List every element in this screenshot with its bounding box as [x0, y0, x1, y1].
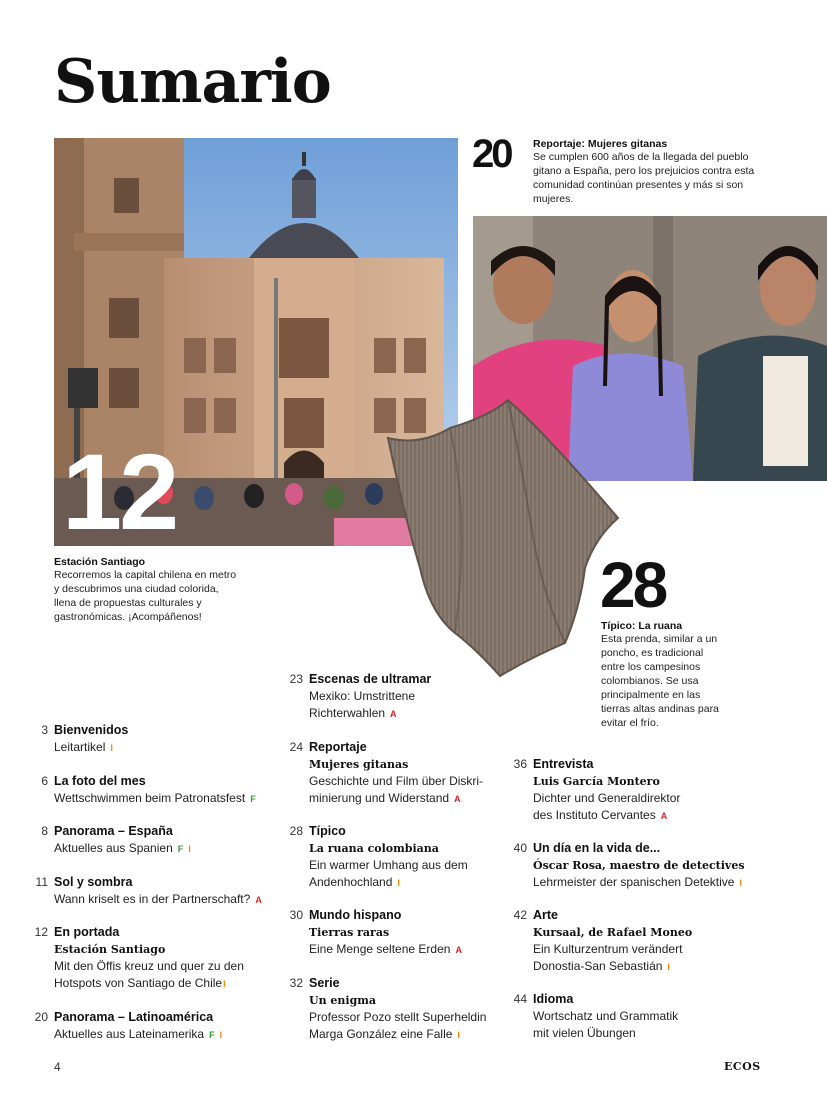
feature-number-santiago: 12	[62, 431, 177, 546]
feature-ruana-line: entre los campesinos	[601, 661, 701, 673]
toc-desc: Geschichte und Film über Diskri-	[309, 774, 484, 788]
level-badge: F	[250, 794, 256, 804]
toc-entry[interactable]	[289, 823, 539, 892]
level-badge: I	[397, 878, 400, 888]
toc-section: Entrevista	[533, 757, 594, 771]
feature-ruana-line: colombianos. Se usa	[601, 675, 699, 687]
level-badge: A	[390, 709, 397, 719]
feature-ruana-line: poncho, es tradicional	[601, 647, 704, 659]
level-badge: I	[219, 1030, 223, 1040]
level-badge: A	[255, 895, 262, 905]
toc-page-number: 12	[34, 925, 48, 939]
toc-section: Panorama – Latinoamérica	[54, 1010, 214, 1024]
level-badge: F	[209, 1030, 215, 1040]
toc-entry[interactable]	[513, 756, 763, 825]
toc-desc: Wortschatz und Grammatik	[533, 1009, 679, 1023]
toc-desc: Wann kriselt es in der Partnerschaft?	[54, 892, 251, 906]
toc-desc: Aktuelles aus Lateinamerika	[54, 1027, 205, 1041]
level-badge: A	[455, 945, 462, 955]
toc-subtitle: La ruana colombiana	[309, 842, 439, 855]
feature-gitanas-line: gitano a España, pero los prejuicios contra esta	[533, 165, 755, 177]
toc-desc: Donostia-San Sebastián	[533, 959, 663, 973]
toc-desc: Ein Kulturzentrum verändert	[533, 942, 683, 956]
feature-ruana-line: tierras altas andinas para	[601, 703, 719, 715]
feature-ruana-caption	[601, 620, 761, 730]
toc-desc: Mexiko: Umstrittene	[309, 689, 416, 703]
feature-santiago-caption	[54, 556, 284, 624]
toc-entry[interactable]	[513, 907, 763, 976]
toc-section: La foto del mes	[54, 774, 146, 788]
toc-page-number: 6	[41, 774, 48, 788]
toc-section: Bienvenidos	[54, 723, 129, 737]
toc-entry[interactable]	[34, 1009, 284, 1044]
feature-santiago-line: y descubrimos una ciudad colorida,	[54, 583, 219, 595]
toc-subtitle: Luis García Montero	[533, 775, 660, 788]
toc-page-number: 11	[35, 875, 48, 889]
toc-page-number: 30	[289, 908, 303, 922]
feature-santiago-line: gastronómicas. ¡Acompáñenos!	[54, 611, 202, 623]
level-badge: I	[223, 979, 226, 989]
toc-page-number: 23	[289, 672, 303, 686]
toc-page-number: 44	[513, 992, 527, 1006]
toc-section: Escenas de ultramar	[309, 672, 432, 686]
feature-gitanas-line: comunidad continúan presentes y más si son	[533, 179, 744, 191]
toc-entry[interactable]	[41, 722, 284, 757]
feature-ruana-line: Esta prenda, similar a un	[601, 633, 718, 645]
toc-section: Arte	[533, 908, 559, 922]
feature-ruana-line: evitar el frío.	[601, 717, 659, 729]
magazine-brand: ECOS	[724, 1060, 761, 1073]
toc-entry[interactable]	[34, 924, 284, 993]
level-badge: A	[454, 794, 461, 804]
page-number: 4	[54, 1060, 61, 1074]
toc-desc: Ein warmer Umhang aus dem	[309, 858, 468, 872]
feature-gitanas-line: Se cumplen 600 años de la llegada del pueblo	[533, 151, 749, 163]
toc-page-number: 36	[513, 757, 527, 771]
toc-page-number: 28	[289, 824, 303, 838]
toc-section: Serie	[309, 976, 340, 990]
toc-page-number: 42	[513, 908, 527, 922]
toc-entry[interactable]	[289, 975, 539, 1044]
toc-section: Mundo hispano	[309, 908, 402, 922]
toc-entry[interactable]	[289, 739, 539, 808]
toc-page-number: 32	[289, 976, 303, 990]
toc-desc: des Instituto Cervantes	[533, 808, 656, 822]
toc-entry[interactable]	[289, 671, 539, 723]
toc-desc: Richterwahlen	[309, 706, 386, 720]
toc-desc: Lehrmeister der spanischen Detektive	[533, 875, 735, 889]
toc-page-number: 40	[513, 841, 527, 855]
feature-gitanas-title: Reportaje: Mujeres gitanas	[533, 138, 668, 150]
toc-section: En portada	[54, 925, 120, 939]
toc-section: Típico	[309, 824, 346, 838]
level-badge: I	[667, 962, 670, 972]
toc-desc: Professor Pozo stellt Superheldin	[309, 1010, 487, 1024]
feature-gitanas-caption	[533, 138, 823, 206]
toc-desc: minierung und Widerstand	[309, 791, 450, 805]
toc-entry[interactable]	[41, 773, 284, 808]
page-title: Sumario	[54, 47, 331, 117]
toc-desc: Andenhochland	[309, 875, 393, 889]
toc-section: Un día en la vida de...	[533, 841, 661, 855]
toc-subtitle: Un enigma	[309, 994, 377, 1007]
feature-number-ruana: 28	[600, 549, 666, 621]
toc-section: Reportaje	[309, 740, 367, 754]
toc-desc: Eine Menge seltene Erden	[309, 942, 451, 956]
toc-subtitle: Estación Santiago	[54, 943, 166, 956]
level-badge: I	[457, 1030, 460, 1040]
level-badge: I	[188, 844, 191, 854]
toc-entry[interactable]	[41, 823, 284, 858]
toc-entry[interactable]	[513, 840, 763, 892]
feature-number-gitanas: 20	[472, 132, 511, 176]
feature-ruana-line: principalmente en las	[601, 689, 701, 701]
toc-desc: Leitartikel	[54, 740, 106, 754]
feature-santiago-title: Estación Santiago	[54, 556, 146, 568]
toc-subtitle: Óscar Rosa, maestro de detectives	[533, 859, 745, 872]
toc-desc: Dichter und Generaldirektor	[533, 791, 681, 805]
level-badge: I	[739, 878, 742, 888]
level-badge: A	[660, 811, 668, 821]
toc-desc: Marga González eine Falle	[309, 1027, 453, 1041]
toc-desc: Wettschwimmen beim Patronatsfest	[54, 791, 246, 805]
ruana-poncho-illustration	[380, 398, 620, 680]
toc-subtitle: Mujeres gitanas	[309, 758, 409, 771]
ruana-photo	[380, 398, 620, 680]
toc-page-number: 24	[289, 740, 303, 754]
toc-desc: Mit den Öffis kreuz und quer zu den	[54, 959, 244, 973]
toc-section: Idioma	[533, 992, 574, 1006]
feature-santiago-line: llena de propuestas culturales y	[54, 597, 202, 609]
toc-subtitle: Tierras raras	[309, 926, 390, 939]
feature-santiago-line: Recorremos la capital chilena en metro	[54, 569, 237, 581]
toc-section: Panorama – España	[54, 824, 173, 838]
level-badge: I	[110, 743, 113, 753]
level-badge: F	[177, 844, 184, 854]
toc-page-number: 20	[34, 1010, 48, 1024]
feature-ruana-title: Típico: La ruana	[601, 620, 683, 632]
toc-page-number: 8	[41, 824, 48, 838]
toc-desc: mit vielen Übungen	[533, 1026, 636, 1040]
toc-entry[interactable]	[289, 907, 539, 959]
toc-page-number: 3	[41, 723, 48, 737]
toc-desc: Aktuelles aus Spanien	[54, 841, 173, 855]
toc-entry[interactable]	[513, 991, 763, 1042]
toc-subtitle: Kursaal, de Rafael Moneo	[533, 926, 693, 939]
toc-desc: Hotspots von Santiago de Chile	[54, 976, 223, 990]
toc-entry[interactable]	[35, 874, 284, 909]
toc-section: Sol y sombra	[54, 875, 133, 889]
feature-gitanas-line: mujeres.	[533, 193, 574, 205]
